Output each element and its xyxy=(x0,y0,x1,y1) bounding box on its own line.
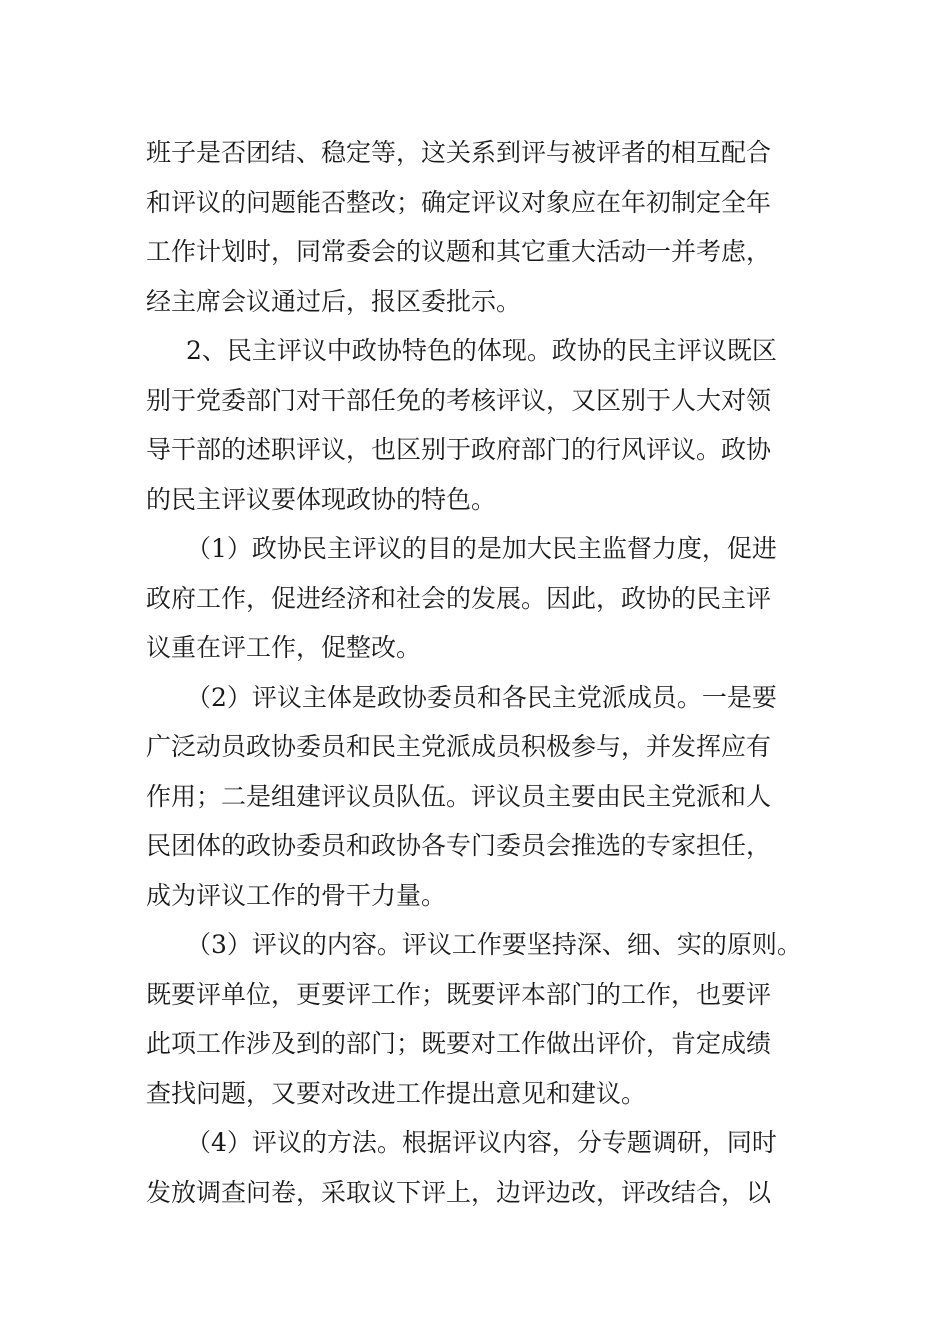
text-line: 和评议的问题能否整改；确定评议对象应在年初制定全年 xyxy=(146,187,772,217)
text-line: 发放调查问卷，采取议下评上，边评边改，评改结合，以 xyxy=(146,1177,772,1207)
text-line: 工作计划时，同常委会的议题和其它重大活动一并考虑， xyxy=(146,237,772,266)
paragraph-start-line: （4）评议的方法。根据评议内容，分专题调研，同时 xyxy=(186,1128,777,1157)
text-line: 的民主评议要体现政协的特色。 xyxy=(146,484,497,514)
document-body xyxy=(146,128,826,1217)
text-line: 议重在评工作，促整改。 xyxy=(146,633,422,662)
text-line: 导干部的述职评议，也区别于政府部门的行风评议。政协 xyxy=(146,435,772,464)
paragraph-start-line: （1）政协民主评议的目的是加大民主监督力度，促进 xyxy=(186,534,777,563)
text-line: 广泛动员政协委员和民主党派成员积极参与，并发挥应有 xyxy=(146,732,772,761)
text-line: 查找问题，又要对改进工作提出意见和建议。 xyxy=(146,1078,647,1108)
text-line: 既要评单位，更要评工作；既要评本部门的工作，也要评 xyxy=(146,979,772,1009)
text-line: 此项工作涉及到的部门；既要对工作做出评价，肯定成绩 xyxy=(146,1029,772,1058)
text-line: 作用；二是组建评议员队伍。评议员主要由民主党派和人 xyxy=(146,781,772,811)
paragraph-start-line: （3）评议的内容。评议工作要坚持深、细、实的原则。 xyxy=(186,930,802,959)
text-line: 别于党委部门对干部任免的考核评议，又区别于人大对领 xyxy=(146,385,772,415)
text-line: 民团体的政协委员和政协各专门委员会推选的专家担任， xyxy=(146,831,772,860)
text-line: 成为评议工作的骨干力量。 xyxy=(146,880,447,910)
paragraph-start-line: 2、民主评议中政协特色的体现。政协的民主评议既区 xyxy=(186,336,777,365)
text-line: 班子是否团结、稳定等，这关系到评与被评者的相互配合 xyxy=(146,138,772,167)
text-line: 经主席会议通过后，报区委批示。 xyxy=(146,286,522,316)
text-line: 政府工作，促进经济和社会的发展。因此，政协的民主评 xyxy=(146,583,772,613)
paragraph-start-line: （2）评议主体是政协委员和各民主党派成员。一是要 xyxy=(186,682,777,712)
